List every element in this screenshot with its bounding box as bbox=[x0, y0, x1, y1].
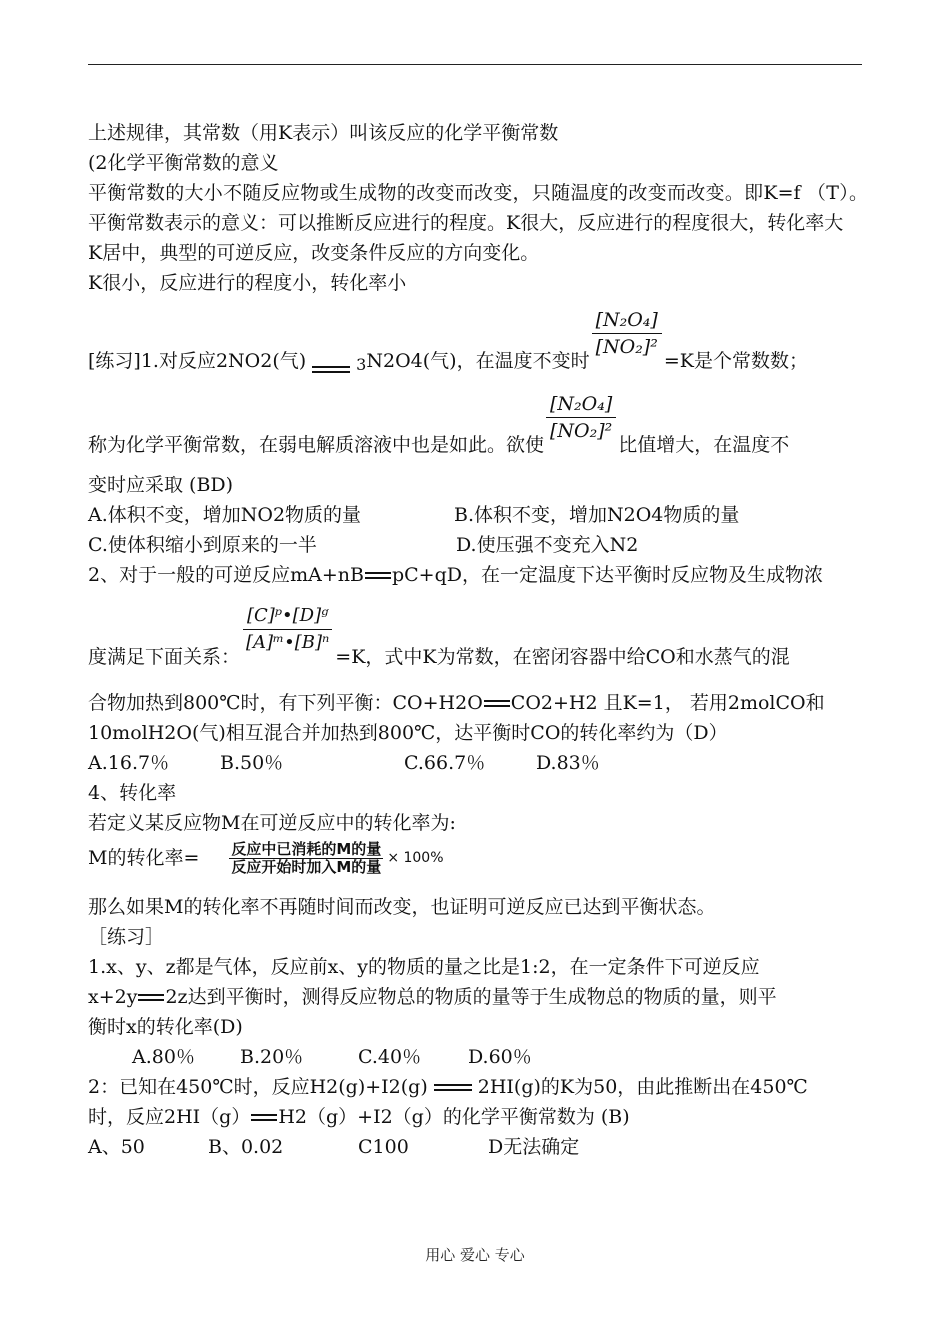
option-a: A、50 bbox=[88, 1136, 145, 1158]
text-line bbox=[88, 560, 868, 590]
text-run: 2z达到平衡时，测得反应物总的物质的量等于生成物总的物质的量，则平 bbox=[165, 986, 777, 1008]
text-run: 比值增大，在温度不 bbox=[618, 434, 790, 456]
text-run: 度满足下面关系： bbox=[88, 646, 241, 668]
text-run: N2O4(气)，在温度不变时 bbox=[366, 350, 590, 372]
concentration-fraction bbox=[546, 391, 616, 444]
fraction-denominator: [NO₂]² bbox=[595, 336, 658, 358]
document-body bbox=[88, 118, 868, 1162]
text-line: 变时应采取 (BD) bbox=[88, 474, 234, 496]
option-b: B.50％ bbox=[220, 752, 284, 774]
fraction-denominator: 反应开始时加入M的量 bbox=[231, 857, 382, 876]
text-line: K很小，反应进行的程度小，转化率小 bbox=[88, 272, 407, 294]
section-heading: ［练习］ bbox=[88, 926, 165, 948]
option-d: D.使压强不变充入N2 bbox=[456, 534, 639, 556]
text-run: M的转化率= bbox=[88, 847, 200, 869]
formula-line bbox=[88, 838, 868, 878]
text-line bbox=[88, 688, 868, 718]
option-c: C100 bbox=[358, 1136, 409, 1158]
equilibrium-arrow-icon bbox=[434, 1082, 472, 1094]
text-run: 2HI(g)的K为50，由此推断出在450℃ bbox=[477, 1076, 808, 1098]
text-run: 2：已知在450℃时，反应H2(g)+I2(g) bbox=[88, 1076, 428, 1098]
text-run: 称为化学平衡常数，在弱电解质溶液中也是如此。欲使 bbox=[88, 434, 545, 456]
text-run: CO2+H2 且K=1， 若用2molCO和 bbox=[510, 692, 825, 714]
options-row bbox=[88, 748, 868, 778]
equilibrium-arrow-icon bbox=[312, 364, 350, 376]
option-b: B.体积不变，增加N2O4物质的量 bbox=[454, 504, 740, 526]
exercise-1-line bbox=[88, 380, 868, 464]
text-line bbox=[88, 1072, 868, 1102]
text-line bbox=[88, 1102, 868, 1132]
text-line: 上述规律，其常数（用K表示）叫该反应的化学平衡常数 bbox=[88, 122, 559, 144]
text-run: 时，反应2HI（g） bbox=[88, 1106, 251, 1128]
text-run: =K，式中K为常数，在密闭容器中给CO和水蒸气的混 bbox=[335, 646, 790, 668]
text-line bbox=[88, 590, 868, 674]
fraction-numerator: 反应中已消耗的M的量 bbox=[231, 839, 382, 858]
options-row bbox=[88, 1132, 868, 1162]
option-d: D.60％ bbox=[468, 1046, 532, 1068]
conversion-rate-fraction bbox=[229, 841, 383, 876]
concentration-fraction bbox=[592, 307, 662, 360]
text-run: 2、对于一般的可逆反应mA+nB bbox=[88, 564, 364, 586]
text-line: 若定义某反应物M在可逆反应中的转化率为: bbox=[88, 812, 456, 834]
options-row bbox=[88, 530, 868, 560]
fraction-denominator: [NO₂]² bbox=[550, 420, 613, 442]
fraction-denominator: [A]ᵐ•[B]ⁿ bbox=[246, 632, 330, 653]
option-c: C.40％ bbox=[358, 1046, 422, 1068]
text-run: 合物加热到800℃时，有下列平衡：CO+H2O bbox=[88, 692, 483, 714]
option-b: B、0.02 bbox=[208, 1136, 284, 1158]
paragraph: 平衡常数的大小不随反应物或生成物的改变而改变，只随温度的改变而改变。即K=f （T）。平衡常数表示的意义：可以推断反应进行的程度。K很大，反应进行的程度很大，转化率大 bbox=[88, 182, 868, 234]
option-d: D.83％ bbox=[536, 752, 600, 774]
option-c: C.使体积缩小到原来的一半 bbox=[88, 534, 317, 556]
header-rule bbox=[88, 64, 862, 65]
section-heading: (2化学平衡常数的意义 bbox=[88, 152, 279, 174]
exercise-1-line bbox=[88, 298, 868, 380]
page-footer: 用心 爱心 专心 bbox=[425, 1246, 525, 1264]
options-row bbox=[88, 500, 868, 530]
text-line: 1.x、y、z都是气体，反应前x、y的物质的量之比是1:2，在一定条件下可逆反应 bbox=[88, 956, 760, 978]
text-run: H2（g）+I2（g）的化学平衡常数为 (B) bbox=[278, 1106, 630, 1128]
percent-factor: × 100% bbox=[387, 850, 444, 866]
fraction-numerator: [N₂O₄] bbox=[592, 307, 662, 334]
equilibrium-arrow-icon bbox=[251, 1112, 277, 1124]
text-line: 10molH2O(气)相互混合并加热到800℃，达平衡时CO的转化率约为（D） bbox=[88, 722, 728, 744]
option-b: B.20％ bbox=[240, 1046, 304, 1068]
section-heading: 4、转化率 bbox=[88, 782, 177, 804]
option-a: A.16.7％ bbox=[88, 752, 170, 774]
option-d: D无法确定 bbox=[488, 1136, 580, 1158]
text-run: [练习]1.对反应2NO2(气) bbox=[88, 350, 307, 372]
option-a: A.80％ bbox=[132, 1046, 195, 1068]
text-line: K居中，典型的可逆反应，改变条件反应的方向变化。 bbox=[88, 242, 540, 264]
option-a: A.体积不变，增加NO2物质的量 bbox=[88, 504, 362, 526]
fraction-numerator: [N₂O₄] bbox=[546, 391, 616, 418]
text-line bbox=[88, 982, 868, 1012]
equilibrium-constant-fraction bbox=[242, 603, 333, 656]
equilibrium-arrow-icon bbox=[138, 992, 164, 1004]
text-run: x+2y bbox=[88, 986, 138, 1008]
text-run: pC+qD，在一定温度下达平衡时反应物及生成物浓 bbox=[391, 564, 823, 586]
text-line: 衡时x的转化率(D) bbox=[88, 1016, 243, 1038]
text-line: 那么如果M的转化率不再随时间而改变，也证明可逆反应已达到平衡状态。 bbox=[88, 896, 716, 918]
equilibrium-arrow-icon bbox=[484, 698, 510, 710]
options-row bbox=[88, 1042, 868, 1072]
equilibrium-arrow-icon bbox=[365, 570, 391, 582]
option-c: C.66.7％ bbox=[404, 752, 486, 774]
text-run: 3 bbox=[356, 355, 367, 374]
fraction-numerator: [C]ᵖ•[D]ᵍ bbox=[243, 603, 332, 630]
text-run: =K是个常数数； bbox=[663, 350, 808, 372]
